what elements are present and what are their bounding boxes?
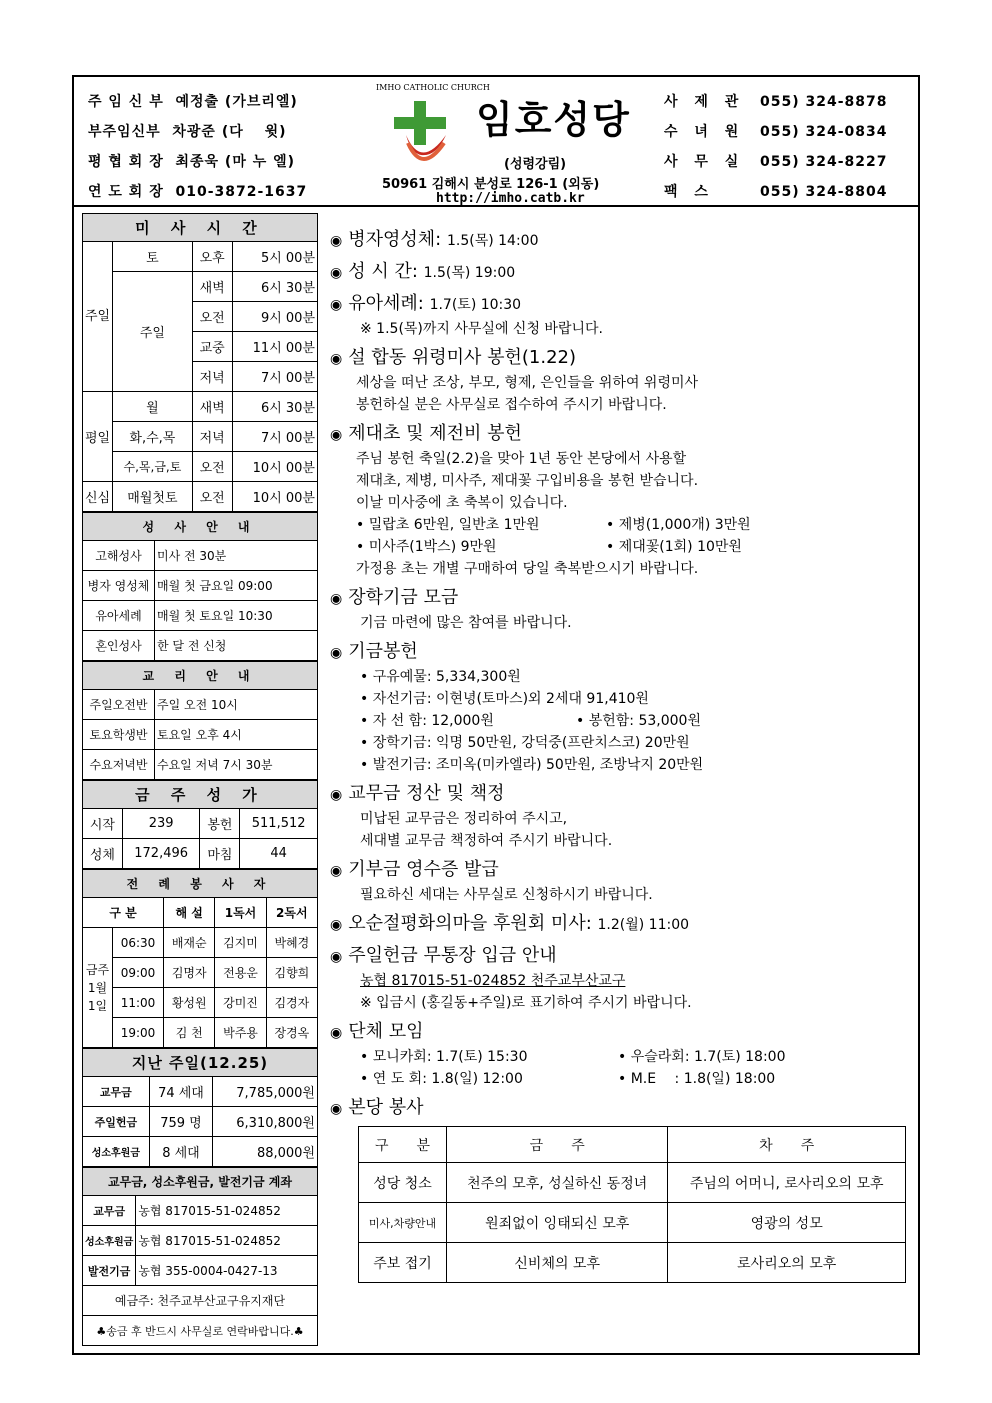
row-label: 고해성사 [83,541,155,571]
col-header: 금 주 [447,1127,668,1163]
time-cell: 7시 00분 [232,362,317,392]
notice-line: 기금 마련에 많은 참여를 바랍니다. [360,615,572,631]
header-left-row: 연 도 회 장 010-3872-1637 [88,184,308,200]
header-right [664,87,888,207]
servers-table [82,869,318,1048]
row-value: 7,785,000원 [213,1077,318,1107]
notice-line: 세상을 떠난 조상, 부모, 형제, 은인들을 위하여 위령미사 [356,375,699,391]
notice-line: 제대초, 제병, 미사주, 제대꽃 구입비용을 봉헌 받습니다. [356,473,699,489]
notice-item [330,943,910,1014]
group-label: 주일 [83,242,113,392]
name-cell: 배재순 [164,928,215,958]
col-header: 차 주 [668,1127,906,1163]
header [74,77,918,207]
row-value: 미사 전 30분 [155,541,318,571]
notice-sub: 1.2(월) 11:00 [597,917,690,933]
header-right-row: 사 무 실 055) 324-8227 [664,154,888,170]
row-value: 88,000원 [213,1137,318,1167]
notice-line: 봉헌하실 분은 사무실로 접수하여 주시기 바랍니다. [356,397,667,413]
bullseye-icon: ◉ [330,863,343,879]
day-cell: 주일 [113,272,193,392]
fund-line: • 장학기금: 익명 50만원, 강덕중(프란치스코) 20만원 [330,732,910,754]
notice-item [330,585,910,634]
bullseye-icon: ◉ [330,645,343,661]
sidebar [82,213,318,1346]
notice-item [330,345,910,416]
name-cell: 김명자 [164,958,215,988]
time-cell: 19:00 [113,1018,164,1048]
notice-item [330,639,910,776]
fund-line: • 발전기금: 조미옥(미카엘라) 50만원, 조방낙지 20만원 [330,754,910,776]
fund-item: • 자 선 함: 12,000원 [360,710,576,732]
name-cell: 김 천 [164,1018,215,1048]
time-cell: 11:00 [113,988,164,1018]
bullseye-icon: ◉ [330,787,343,803]
row-value: 한 달 전 신청 [155,631,318,661]
row-value: 원죄없이 잉태되신 모후 [447,1203,668,1243]
period-cell: 오전 [192,302,232,332]
bullseye-icon: ◉ [330,917,343,933]
notice-title: 성 시 간: [348,261,418,282]
row-value: 74 세대 [149,1077,213,1107]
notice-item [330,421,910,580]
name-cell: 강미진 [215,988,266,1018]
deposit-note: ※ 입금시 (홍길동+주일)로 표기하여 주시기 바랍니다. [360,995,692,1011]
deposit-account: 농협 817015-51-024852 천주교부산교구 [360,973,626,989]
last-week-table [82,1048,318,1167]
col-header: 구 분 [359,1127,447,1163]
row-label: 수요저녁반 [83,750,155,780]
hymn-label: 성체 [83,839,123,869]
name-cell: 황성원 [164,988,215,1018]
row-label: 미사,차량안내 [359,1203,447,1243]
bullseye-icon: ◉ [330,265,343,281]
church-name: 임호성당 [476,98,631,142]
time-cell: 6시 30분 [232,392,317,422]
hymn-value: 172,496 [122,839,200,869]
notice-sub: 1.5(목) 14:00 [446,233,539,249]
bullseye-icon: ◉ [330,1025,343,1041]
col-header: 해 설 [164,898,215,928]
notice-item [330,911,910,938]
candle-item: • 제병(1,000개) 3만원 [606,517,751,533]
notice-item [330,1095,910,1283]
bullseye-icon: ◉ [330,949,343,965]
group-item: • 모니카회: 1.7(토) 15:30 [360,1046,618,1068]
row-label: 발전기금 [83,1256,136,1286]
church-logo [374,83,664,206]
notice-title: 주일헌금 무통장 입금 안내 [348,945,557,966]
bullseye-icon: ◉ [330,1101,343,1117]
section-title: 금 주 성 가 [83,781,318,809]
row-value: 로사리오의 모후 [668,1243,906,1283]
time-cell: 11시 00분 [232,332,317,362]
row-label: 혼인성사 [83,631,155,661]
notice-title: 단체 모임 [348,1021,424,1042]
row-value: 토요일 오후 4시 [155,720,318,750]
fund-line: • 자선기금: 이현녕(토마스)외 2세대 91,410원 [330,688,910,710]
notice-line [330,514,910,536]
section-title: 지난 주일(12.25) [83,1049,318,1077]
group-label: 신심 [83,482,113,512]
church-url[interactable]: http://imho.catb.kr [436,191,585,206]
row-label: 교무금 [83,1196,136,1226]
row-value: 영광의 성모 [668,1203,906,1243]
row-label: 교무금 [83,1077,150,1107]
account-holder: 예금주: 천주교부산교구유지재단 [83,1286,318,1316]
bullseye-icon: ◉ [330,233,343,249]
col-header: 2독서 [266,898,317,928]
row-value: 농협 817015-51-024852 [136,1196,318,1226]
catechism-table [82,661,318,780]
day-cell: 월 [113,392,193,422]
hymn-value: 239 [122,809,200,839]
name-cell: 전용운 [215,958,266,988]
name-cell: 김향희 [266,958,317,988]
notice-item [330,227,910,254]
notice-line: 미납된 교무금은 정리하여 주시고, [360,811,568,827]
row-value: 매월 첫 토요일 10:30 [155,601,318,631]
period-cell: 새벽 [192,272,232,302]
notice-item [330,291,910,340]
col-header: 1독서 [215,898,266,928]
group-item: • 연 도 회: 1.8(일) 12:00 [360,1068,618,1090]
name-cell: 박혜경 [266,928,317,958]
notice-title: 장학기금 모금 [348,587,459,608]
header-left-row: 평 협 회 장 최종욱 (마 누 엘) [88,154,296,170]
col-header: 구 분 [83,898,164,928]
notice-line: 필요하신 세대는 사무실로 신청하시기 바랍니다. [360,887,653,903]
time-cell: 06:30 [113,928,164,958]
section-title: 전 례 봉 사 자 [83,870,318,898]
notice-line: ※ 1.5(목)까지 사무실에 신청 바랍니다. [360,321,603,337]
row-value: 농협 817015-51-024852 [136,1226,318,1256]
row-label: 주일헌금 [83,1107,150,1137]
period-cell: 오후 [192,242,232,272]
time-cell: 10시 00분 [232,452,317,482]
notice-line: 세대별 교무금 책정하여 주시기 바랍니다. [360,833,613,849]
hymn-value: 44 [240,839,318,869]
time-cell: 09:00 [113,958,164,988]
fund-line: • 구유예물: 5,334,300원 [330,666,910,688]
fund-item: • 봉헌함: 53,000원 [576,713,701,729]
row-value: 농협 355-0004-0427-13 [136,1256,318,1286]
row-label: 주보 접기 [359,1243,447,1283]
name-cell: 박주용 [215,1018,266,1048]
row-value: 천주의 모후, 성실하신 동정녀 [447,1163,668,1203]
row-value: 주님의 어머니, 로사리오의 모후 [668,1163,906,1203]
period-cell: 저녁 [192,422,232,452]
notice-item [330,857,910,906]
time-cell: 5시 00분 [232,242,317,272]
notice-title: 교무금 정산 및 책정 [348,783,505,804]
notice-item [330,781,910,852]
header-right-row: 사 제 관 055) 324-8878 [664,94,888,110]
day-cell: 매월첫토 [113,482,193,512]
name-cell: 김경자 [266,988,317,1018]
account-note: ♣송금 후 반드시 사무실로 연락바랍니다.♣ [83,1316,318,1346]
header-left-row: 주 임 신 부 예정출 (가브리엘) [88,94,298,110]
notice-title: 본당 봉사 [348,1097,424,1118]
notice-title: 오순절평화의마을 후원회 미사: [348,913,592,934]
period-cell: 저녁 [192,362,232,392]
group-line [330,1046,910,1068]
header-right-row: 팩 스 055) 324-8804 [664,184,888,200]
section-title: 성 사 안 내 [83,513,318,541]
notice-sub: 1.7(토) 10:30 [429,297,522,313]
period-cell: 새벽 [192,392,232,422]
cross-flame-icon [376,95,466,175]
notice-line [330,536,910,558]
period-cell: 오전 [192,452,232,482]
row-label: 성소후원금 [83,1226,136,1256]
notice-title: 병자영성체: [348,229,442,250]
row-value: 주일 오전 10시 [155,690,318,720]
time-cell: 9시 00분 [232,302,317,332]
row-label: 유아세례 [83,601,155,631]
row-value: 6,310,800원 [213,1107,318,1137]
row-label: 토요학생반 [83,720,155,750]
bullseye-icon: ◉ [330,297,343,313]
bulletin-frame [72,75,920,1355]
day-cell: 수,목,금,토 [113,452,193,482]
header-left [88,87,307,207]
bullseye-icon: ◉ [330,351,343,367]
time-cell: 7시 00분 [232,422,317,452]
notices [330,227,910,1288]
row-label: 주일오전반 [83,690,155,720]
church-subtitle: (성령강림) [504,157,567,172]
time-cell: 6시 30분 [232,272,317,302]
row-label: 병자 영성체 [83,571,155,601]
row-value: 8 세대 [149,1137,213,1167]
notice-sub: 1.5(목) 19:00 [423,265,516,281]
row-value: 신비체의 모후 [447,1243,668,1283]
group-item: • 우슬라회: 1.7(토) 18:00 [618,1049,786,1065]
group-item: • M.E : 1.8(일) 18:00 [618,1071,775,1087]
notice-item [330,259,910,286]
fund-line [330,710,910,732]
section-title: 교무금, 성소후원금, 발전기금 계좌 [83,1168,318,1196]
notice-line: 가정용 초는 개별 구매하여 당일 축복받으시기 바랍니다. [356,561,699,577]
day-cell: 화,수,목 [113,422,193,452]
name-cell: 장경옥 [266,1018,317,1048]
period-cell: 교중 [192,332,232,362]
accounts-table [82,1167,318,1346]
hymn-label: 마침 [200,839,240,869]
church-english-name: IMHO CATHOLIC CHURCH [376,83,490,92]
candle-item: • 제대꽃(1회) 10만원 [606,539,742,555]
hymn-label: 봉헌 [200,809,240,839]
day-cell: 토 [113,242,193,272]
row-label: 성당 청소 [359,1163,447,1203]
notice-title: 유아세례: [348,293,424,314]
group-label: 평일 [83,392,113,482]
row-value: 수요일 저녁 7시 30분 [155,750,318,780]
bullseye-icon: ◉ [330,591,343,607]
notice-line: 주님 봉헌 축일(2.2)을 맞아 1년 동안 본당에서 사용할 [356,451,687,467]
bullseye-icon: ◉ [330,427,343,443]
notice-title: 기금봉헌 [348,641,418,662]
sacraments-table [82,512,318,661]
notice-item [330,1019,910,1090]
hymn-value: 511,512 [240,809,318,839]
hymn-label: 시작 [83,809,123,839]
notice-title: 기부금 영수증 발급 [348,859,499,880]
section-title: 미 사 시 간 [83,214,318,242]
notice-title: 제대초 및 제전비 봉헌 [348,423,522,444]
period-cell: 오전 [192,482,232,512]
row-label: 성소후원금 [83,1137,150,1167]
candle-item: • 밀랍초 6만원, 일반초 1만원 [356,514,606,536]
mass-times-table [82,213,318,512]
row-value: 759 명 [149,1107,213,1137]
group-line [330,1068,910,1090]
group-label: 금주 1월 1일 [83,928,113,1048]
row-value: 매월 첫 금요일 09:00 [155,571,318,601]
header-right-row: 수 녀 원 055) 324-0834 [664,124,888,140]
name-cell: 김지미 [215,928,266,958]
service-table [358,1126,906,1283]
time-cell: 10시 00분 [232,482,317,512]
hymns-table [82,780,318,869]
notice-title: 설 합동 위령미사 봉헌(1.22) [348,347,576,368]
header-left-row: 부주임신부 차광준 (다 윗) [88,124,287,140]
section-title: 교 리 안 내 [83,662,318,690]
church-address: 50961 김해시 분성로 126-1 (외동) [382,177,600,192]
notice-line: 이날 미사중에 초 축복이 있습니다. [356,495,568,511]
candle-item: • 미사주(1박스) 9만원 [356,536,606,558]
